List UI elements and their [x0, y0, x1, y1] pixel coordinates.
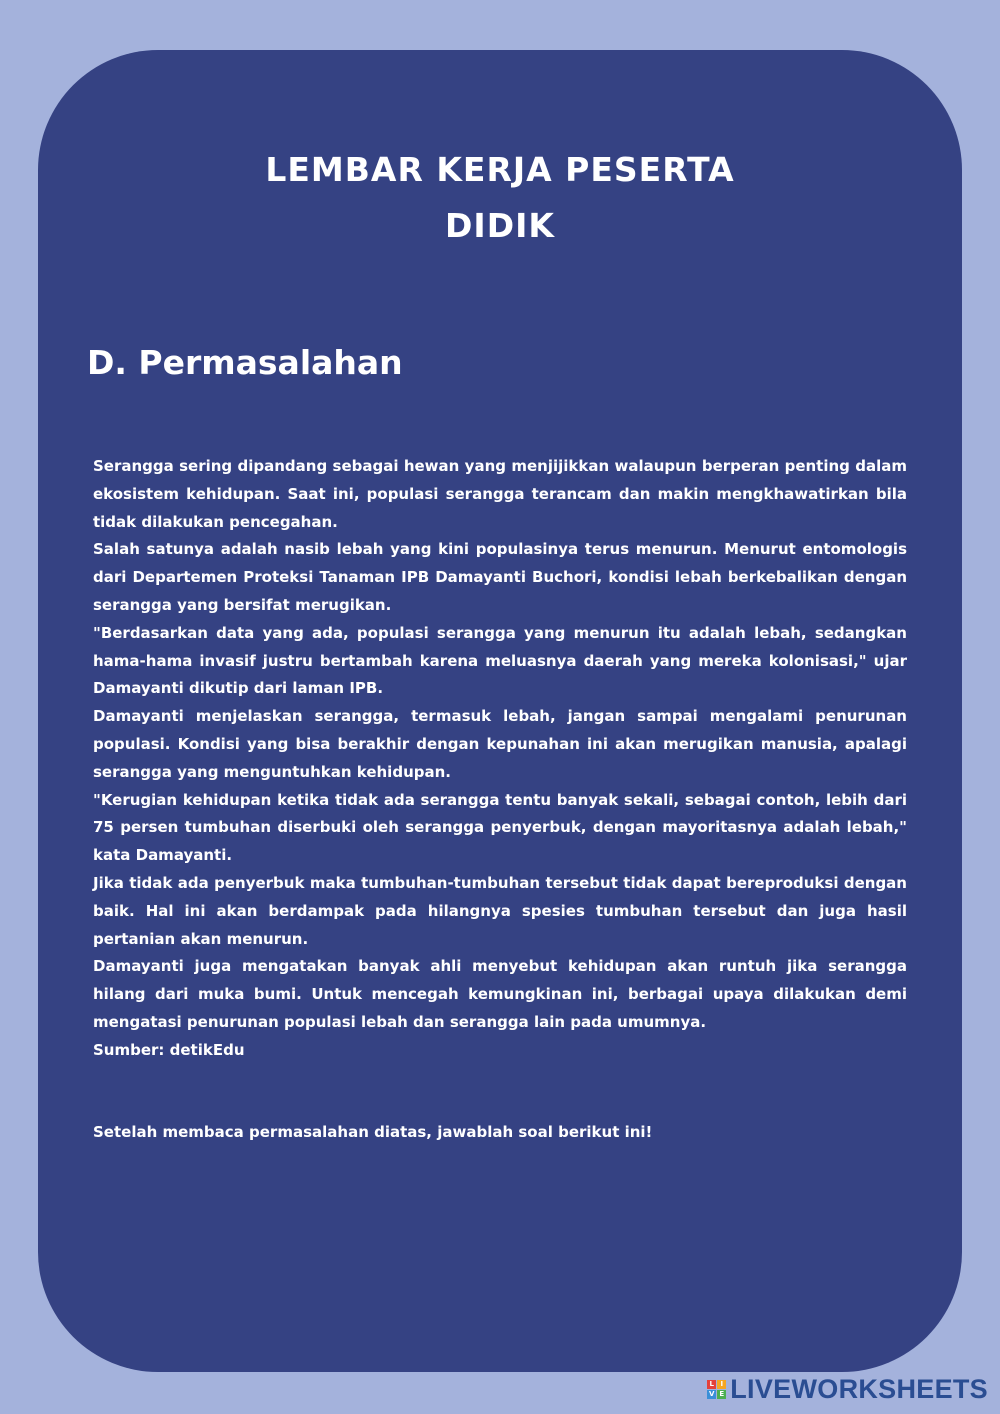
paragraph: Serangga sering dipandang sebagai hewan yang menjijikkan walaupun berperan penting dalam ekosistem kehidupan. Saat ini, populasi serangga terancam dan makin mengkhawatirkan bila tidak dilakukan pencegahan.	[93, 457, 907, 531]
liveworksheets-watermark	[707, 1374, 988, 1405]
page-title-line-1: LEMBAR KERJA PESERTA	[265, 150, 735, 189]
page-title-line-2: DIDIK	[445, 206, 555, 245]
paragraph: "Berdasarkan data yang ada, populasi serangga yang menurun itu adalah lebah, sedangkan hama-hama invasif justru bertambah karena meluasnya daerah yang mereka kolonisasi," ujar Damayanti dikutip dari laman IPB.	[93, 623, 907, 698]
paragraph: Salah satunya adalah nasib lebah yang kini populasinya terus menurun. Menurut entomologis dari Departemen Proteksi Tanaman IPB Damayanti Buchori, kondisi lebah berkebalikan dengan serangga yang bersifat merugikan.	[93, 540, 907, 614]
paragraph: "Kerugian kehidupan ketika tidak ada serangga tentu banyak sekali, sebagai contoh, lebih dari 75 persen tumbuhan diserbuki oleh serangga penyerbuk, dengan mayoritasnya adalah lebah," kata Damayanti.	[93, 790, 907, 865]
instruction-text: Setelah membaca permasalahan diatas, jawablah soal berikut ini!	[93, 1123, 653, 1141]
paragraph: Damayanti juga mengatakan banyak ahli menyebut kehidupan akan runtuh jika serangga hilang dari muka bumi. Untuk mencegah kemungkinan ini, berbagai upaya dilakukan demi mengatasi penurunan populasi lebah dan serangga lain pada umumnya.	[93, 957, 907, 1031]
source-citation: Sumber: detikEdu	[93, 1040, 245, 1059]
liveworksheets-logo-icon	[707, 1380, 726, 1399]
section-heading: D. Permasalahan	[87, 343, 403, 382]
page-title	[0, 142, 1000, 254]
logo-letter-l: L	[707, 1380, 716, 1389]
watermark-text: LIVEWORKSHEETS	[730, 1374, 988, 1404]
logo-letter-e: E	[717, 1390, 726, 1399]
logo-letter-i: I	[717, 1380, 726, 1389]
problem-text	[93, 453, 907, 1065]
paragraph: Jika tidak ada penyerbuk maka tumbuhan-tumbuhan tersebut tidak dapat bereproduksi dengan baik. Hal ini akan berdampak pada hilangnya spesies tumbuhan tersebut dan juga hasil pertanian akan menurun.	[93, 873, 907, 948]
paragraph: Damayanti menjelaskan serangga, termasuk lebah, jangan sampai mengalami penurunan populasi. Kondisi yang bisa berakhir dengan kepunahan ini akan merugikan manusia, apalagi serangga yang menguntuhkan kehidupan.	[93, 707, 907, 781]
logo-letter-v: V	[709, 1390, 715, 1398]
